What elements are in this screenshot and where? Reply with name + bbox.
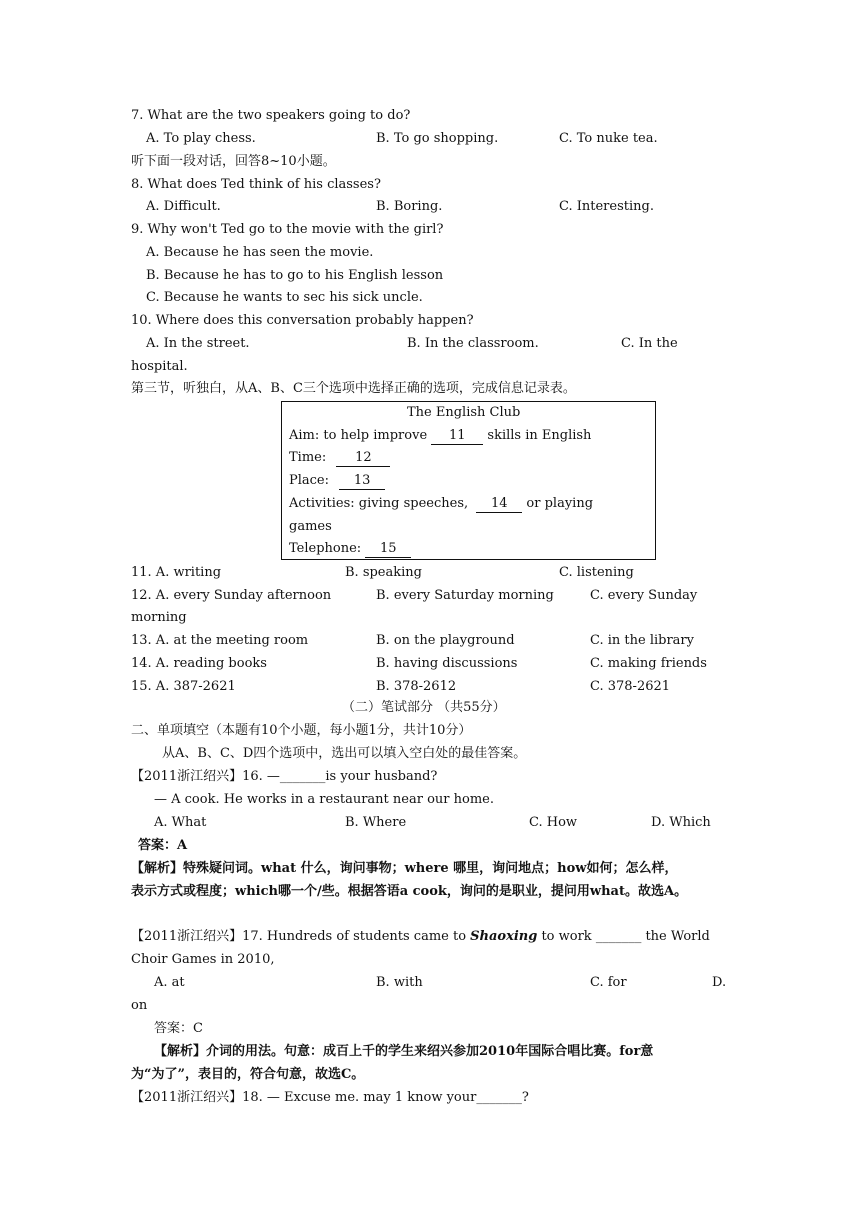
- q9-option-c: C. Because he wants to sec his sick uncle.: [146, 290, 423, 305]
- q12-option-c: C. every Sunday: [590, 588, 698, 603]
- q16-option-b: B. Where: [345, 815, 407, 830]
- q10-option-a: A. In the street.: [146, 336, 250, 351]
- q13-option-a: 13. A. at the meeting room: [131, 633, 309, 648]
- q17-option-d: D.: [712, 975, 727, 990]
- q17-option-b: B. with: [376, 975, 423, 990]
- club-aim-label: Aim: to help improve: [289, 428, 432, 443]
- q15-option-a: 15. A. 387-2621: [131, 679, 236, 694]
- club-activities-cont: games: [289, 519, 332, 534]
- q8-option-b: B. Boring.: [376, 199, 443, 214]
- q16-option-d: D. Which: [651, 815, 711, 830]
- q16-explanation-text: 特殊疑问词。what 什么，询问事物；where 哪里，询问地点；how如何；怎么样，: [183, 861, 678, 876]
- q17-option-c: C. for: [590, 975, 627, 990]
- q10-option-c: C. In the: [621, 336, 678, 351]
- q8-option-c: C. Interesting.: [559, 199, 654, 214]
- q14-option-c: C. making friends: [590, 656, 707, 671]
- part-2-directions: 从A、B、C、D四个选项中，选出可以填入空白处的最佳答案。: [162, 746, 527, 761]
- q17-explanation-label: 【解析】: [154, 1044, 207, 1059]
- club-title: The English Club: [407, 405, 521, 420]
- q15-option-c: C. 378-2621: [590, 679, 671, 694]
- q17-explanation-line-1: [154, 1044, 653, 1060]
- club-place: [289, 473, 385, 490]
- q11-option-a: 11. A. writing: [131, 565, 222, 580]
- directions-8-10: 听下面一段对话，回答8~10小题。: [131, 154, 336, 169]
- blank-15: 15: [365, 541, 411, 558]
- q17-place-name: Shaoxing: [470, 929, 538, 944]
- club-activities-tail: or playing: [522, 496, 594, 511]
- club-time: [289, 450, 390, 467]
- section-3-heading: 第三节，听独白，从A、B、C三个选项中选择正确的选项，完成信息记录表。: [131, 381, 576, 396]
- q14-option-b: B. having discussions: [376, 656, 518, 671]
- blank-11: 11: [431, 428, 483, 445]
- q18-stem: 【2011浙江绍兴】18. — Excuse me. may 1 know your_______?: [131, 1090, 529, 1105]
- blank-13: 13: [339, 473, 385, 490]
- blank-12: 12: [336, 450, 390, 467]
- q7-option-c: C. To nuke tea.: [559, 131, 658, 146]
- q17-explanation-line-2: 为“为了”，表目的，符合句意，故选C。: [131, 1067, 365, 1082]
- blank-14: 14: [476, 496, 522, 513]
- q17-stem-cont: Choir Games in 2010,: [131, 952, 275, 967]
- q16-reply: — A cook. He works in a restaurant near our home.: [154, 792, 494, 807]
- q14-option-a: 14. A. reading books: [131, 656, 267, 671]
- q8-option-a: A. Difficult.: [146, 199, 221, 214]
- q16-answer: 答案：A: [138, 838, 188, 853]
- q7-stem: 7. What are the two speakers going to do?: [131, 108, 411, 123]
- part-2-heading: 二、单项填空（本题有10个小题，每小题1分，共计10分）: [131, 723, 472, 738]
- q10-option-c-cont: hospital.: [131, 359, 188, 374]
- q17-stem: [131, 929, 710, 945]
- q17-stem-start: 【2011浙江绍兴】17. Hundreds of students came to: [131, 929, 471, 944]
- q15-option-b: B. 378-2612: [376, 679, 457, 694]
- q16-explanation-line-1: [131, 861, 678, 877]
- q17-option-d-cont: on: [131, 998, 148, 1013]
- club-place-label: Place:: [289, 473, 334, 488]
- q13-option-b: B. on the playground: [376, 633, 515, 648]
- q17-answer: 答案：C: [154, 1021, 203, 1036]
- q16-option-c: C. How: [529, 815, 578, 830]
- q12-option-c-cont: morning: [131, 610, 187, 625]
- q11-option-c: C. listening: [559, 565, 634, 580]
- q9-stem: 9. Why won't Ted go to the movie with the girl?: [131, 222, 444, 237]
- q16-explanation-line-2: 表示方式或程度；which哪一个/些。根据答语a cook，询问的是职业，提问用what。故选A。: [131, 884, 688, 899]
- club-activities: [289, 496, 593, 513]
- club-telephone-label: Telephone:: [289, 541, 366, 556]
- q16-explanation-label: 【解析】: [131, 861, 184, 876]
- q10-stem: 10. Where does this conversation probably happen?: [131, 313, 474, 328]
- q9-option-a: A. Because he has seen the movie.: [146, 245, 374, 260]
- q12-option-b: B. every Saturday morning: [376, 588, 554, 603]
- q8-stem: 8. What does Ted think of his classes?: [131, 177, 381, 192]
- club-time-label: Time:: [289, 450, 331, 465]
- q9-option-b: B. Because he has to go to his English lesson: [146, 268, 444, 283]
- q7-option-b: B. To go shopping.: [376, 131, 499, 146]
- club-telephone: [289, 541, 411, 558]
- club-aim-tail: skills in English: [483, 428, 592, 443]
- q17-option-a: A. at: [154, 975, 185, 990]
- q13-option-c: C. in the library: [590, 633, 694, 648]
- q16-stem: 【2011浙江绍兴】16. —_______is your husband?: [131, 769, 438, 784]
- q7-option-a: A. To play chess.: [146, 131, 256, 146]
- q12-option-a: 12. A. every Sunday afternoon: [131, 588, 332, 603]
- club-activities-label: Activities: giving speeches,: [289, 496, 473, 511]
- written-part-heading: （二）笔试部分 （共55分）: [342, 700, 506, 715]
- q10-option-b: B. In the classroom.: [407, 336, 539, 351]
- q17-explanation-text: 介词的用法。句意：成百上千的学生来绍兴参加2010年国际合唱比赛。for意: [206, 1044, 654, 1059]
- club-aim: [289, 428, 591, 445]
- q16-option-a: A. What: [154, 815, 207, 830]
- q11-option-b: B. speaking: [345, 565, 422, 580]
- q17-stem-end: to work _______ the World: [537, 929, 710, 944]
